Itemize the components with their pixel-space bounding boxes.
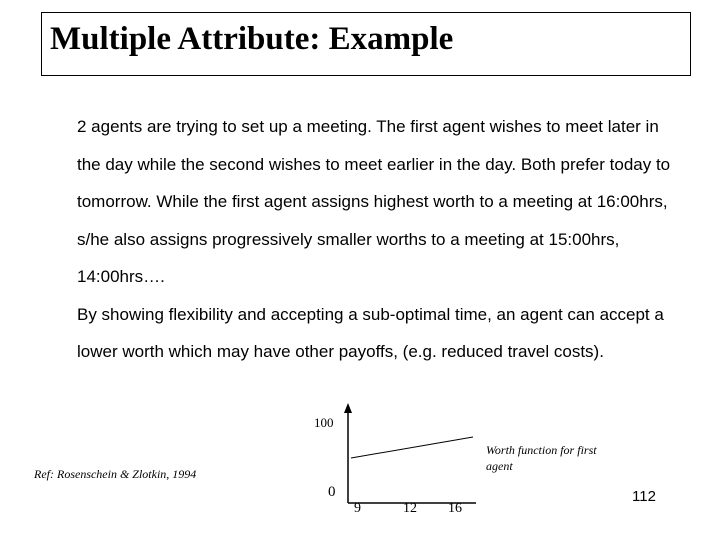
x-axis-label-16: 16	[448, 501, 462, 516]
page-number: 112	[632, 488, 656, 505]
paragraph-flexibility: By showing flexibility and accepting a sub-optimal time, an agent can accept a lower worth which may have other payoffs, (e.g. reduced travel costs).	[77, 304, 664, 361]
y-axis-label-0: 0	[328, 484, 336, 500]
worth-function-line	[351, 437, 473, 458]
worth-function-caption-line1: Worth function for first	[486, 443, 597, 457]
y-axis-label-100: 100	[314, 415, 334, 430]
x-axis-label-12: 12	[403, 501, 417, 516]
paragraph-meeting-scenario: 2 agents are trying to set up a meeting. The first agent wishes to meet later in the day while the second wishes to meet earlier in the day. Both prefer today to tomorrow. While the first agent assigns highest worth to a meeting at 16:00hrs, s/he also assigns progressively smaller worths to a meeting at 15:00hrs, 14:00hrs….	[77, 117, 671, 286]
reference-citation: Ref: Rosenschein & Zlotkin, 1994	[34, 467, 197, 481]
y-axis-arrowhead	[344, 403, 352, 413]
x-axis-label-9: 9	[354, 501, 361, 516]
worth-function-caption-line2: agent	[486, 459, 513, 473]
slide-title: Multiple Attribute: Example	[50, 21, 454, 57]
